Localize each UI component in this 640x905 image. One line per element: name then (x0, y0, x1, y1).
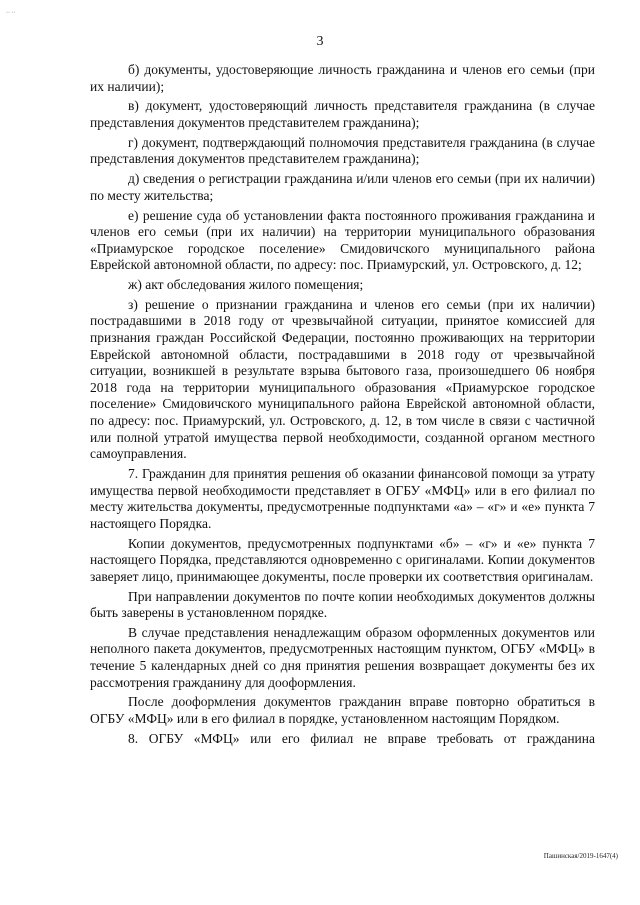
paragraph-improper-docs: В случае представления ненадлежащим образом оформленных документов или неполного пакета документов, предусмотренных настоящим пунктом, ОГБУ «МФЦ» в течение 5 календарных дней со дня принятия решения возвращает документы без их рассмотрения гражданину для дооформления. (90, 624, 595, 690)
paragraph-item-zh: ж) акт обследования жилого помещения; (128, 277, 364, 293)
corner-scan-marks: ·· ·· (6, 10, 16, 16)
paragraph-item-g: г) документ, подтверждающий полномочия представителя гражданина (в случае представления документов представителем гражданина); (90, 134, 595, 167)
paragraph-item-d: д) сведения о регистрации гражданина и/или членов его семьи (при их наличии) по месту жительства; (90, 171, 595, 203)
paragraph-clause-7: 7. Гражданин для принятия решения об оказании финансовой помощи за утрату имущества первой необходимости представляет в ОГБУ «МФЦ» или в его филиал по месту жительства документы, предусмотренные подпунктами «а» – «г» и «е» пункта 7 настоящего Порядка. (90, 465, 595, 531)
document-body (90, 62, 595, 751)
paragraph-item-b: б) документы, удостоверяющие личность гражданина и членов его семьи (при их наличии); (90, 62, 595, 94)
paragraph-item-z: з) решение о признании гражданина и членов его семьи (при их наличии) пострадавшими в 2018 году от чрезвычайной ситуации, принятое комиссией для признания граждан Российской Федерации, постоянно проживающих на территории Еврейской автономной области, пострадавшими в 2018 году от чрезвычайной ситуации, возникшей в результате взрыва бытового газа, произошедшего 06 ноября 2018 года на территории муниципального образования «Приамурское городское поселение» Смидовичского муниципального района Еврейской автономной области, по адресу: пос. Приамурский, ул. Островского, д. 12, в том числе в связи с частичной или полной утратой имущества первой необходимости, созданной органом местного самоуправления. (90, 296, 595, 462)
paragraph-item-e: е) решение суда об установлении факта постоянного проживания гражданина и членов его семьи (при их наличии) на территории муниципального образования «Приамурское городское поселение» Смидовичского муниципального района Еврейской автономной области, по адресу: пос. Приамурский, ул. Островского, д. 12; (90, 207, 595, 273)
document-code: Пашинская/2019-1647(4) (543, 852, 618, 860)
paragraph-resubmission: После дооформления документов гражданин вправе повторно обратиться в ОГБУ «МФЦ» или в его филиал в порядке, установленном настоящим Порядком. (90, 694, 595, 727)
paragraph-item-v: в) документ, удостоверяющий личность представителя гражданина (в случае представления документов представителем гражданина); (90, 98, 595, 130)
paragraph-clause-8: 8. ОГБУ «МФЦ» или его филиал не вправе требовать от гражданина (128, 730, 595, 746)
paragraph-copies: Копии документов, предусмотренных подпунктами «б» – «г» и «е» пункта 7 настоящего Порядка, представляются одновременно с оригиналами. Копии документов заверяет лицо, принимающее документы, после проверки их соответствия оригиналам. (90, 535, 595, 584)
paragraph-mail: При направлении документов по почте копии необходимых документов должны быть заверены в установленном порядке. (90, 588, 595, 621)
page-number: 3 (316, 34, 324, 49)
